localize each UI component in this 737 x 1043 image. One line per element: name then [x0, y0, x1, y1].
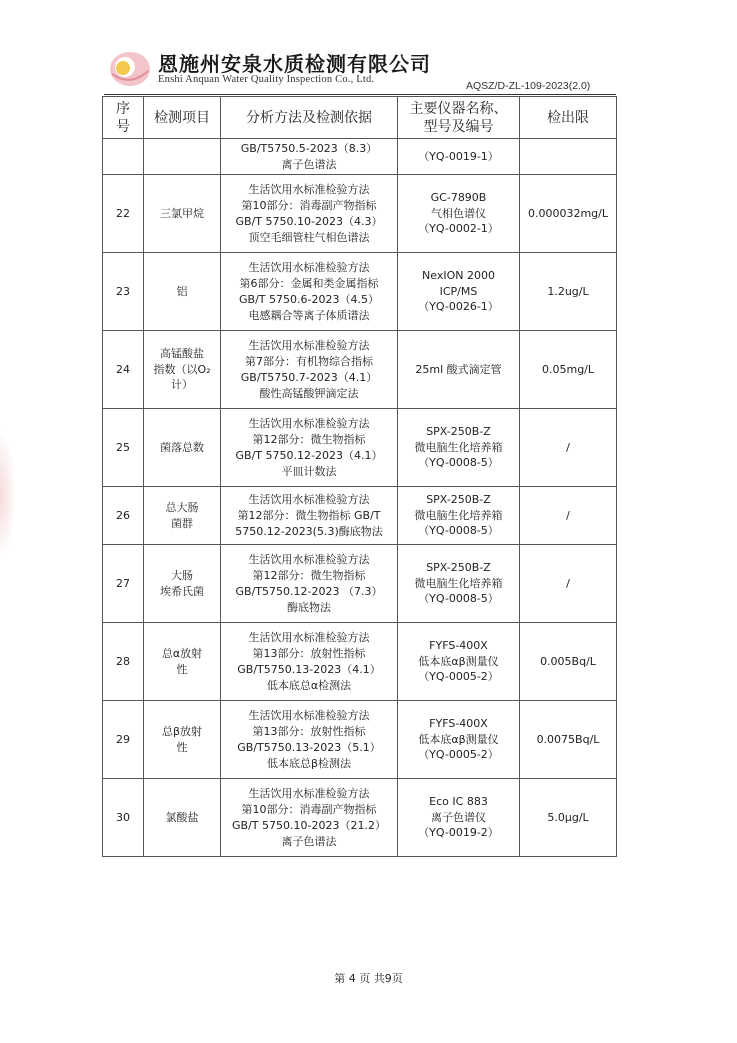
detection-limit: /	[520, 409, 617, 487]
header-seq: 序 号	[103, 97, 144, 139]
detection-limit: 0.005Bq/L	[520, 623, 617, 701]
row-number: 28	[103, 623, 144, 701]
instrument-info: NexION 2000 ICP/MS （YQ-0026-1）	[398, 253, 520, 331]
table-row	[103, 779, 617, 857]
test-item: 总α放射 性	[144, 623, 221, 701]
header-divider	[104, 94, 616, 95]
analysis-method: 生活饮用水标准检验方法 第12部分：微生物指标 GB/T 5750.12-2023(5.3)酶底物法	[221, 487, 398, 545]
table-row	[103, 139, 617, 175]
table-row	[103, 545, 617, 623]
table-row	[103, 623, 617, 701]
document-code: AQSZ/D-ZL-109-2023(2.0)	[466, 80, 591, 92]
analysis-method: 生活饮用水标准检验方法 第10部分：消毒副产物指标 GB/T 5750.10-2023（21.2） 离子色谱法	[221, 779, 398, 857]
instrument-info: SPX-250B-Z 微电脑生化培养箱 （YQ-0008-5）	[398, 487, 520, 545]
company-name-cn: 恩施州安泉水质检测有限公司	[158, 52, 431, 76]
page-header	[0, 0, 737, 96]
detection-limit: 0.000032mg/L	[520, 175, 617, 253]
test-item: 三氯甲烷	[144, 175, 221, 253]
detection-limit: 0.0075Bq/L	[520, 701, 617, 779]
analysis-method: 生活饮用水标准检验方法 第6部分：金属和类金属指标 GB/T 5750.6-2023（4.5） 电感耦合等离子体质谱法	[221, 253, 398, 331]
test-item: 高锰酸盐 指数（以O₂ 计）	[144, 331, 221, 409]
table-row	[103, 409, 617, 487]
table-row	[103, 175, 617, 253]
instrument-info: FYFS-400X 低本底αβ测量仪 （YQ-0005-2）	[398, 701, 520, 779]
table-row	[103, 487, 617, 545]
detection-limit: /	[520, 487, 617, 545]
test-item: 菌落总数	[144, 409, 221, 487]
instrument-info: SPX-250B-Z 微电脑生化培养箱 （YQ-0008-5）	[398, 409, 520, 487]
table-row	[103, 701, 617, 779]
analysis-method: GB/T5750.5-2023（8.3） 离子色谱法	[221, 139, 398, 175]
detection-limit: 1.2ug/L	[520, 253, 617, 331]
analysis-method: 生活饮用水标准检验方法 第12部分：微生物指标 GB/T5750.12-2023 （7.3） 酶底物法	[221, 545, 398, 623]
detection-limit: /	[520, 545, 617, 623]
row-number: 30	[103, 779, 144, 857]
test-item: 总大肠 菌群	[144, 487, 221, 545]
test-item	[144, 139, 221, 175]
test-item: 总β放射 性	[144, 701, 221, 779]
analysis-method: 生活饮用水标准检验方法 第7部分：有机物综合指标 GB/T5750.7-2023（4.1） 酸性高锰酸钾滴定法	[221, 331, 398, 409]
instrument-info: 25ml 酸式滴定管	[398, 331, 520, 409]
row-number: 29	[103, 701, 144, 779]
header-item: 检测项目	[144, 97, 221, 139]
instrument-info: FYFS-400X 低本底αβ测量仪 （YQ-0005-2）	[398, 623, 520, 701]
header-method: 分析方法及检测依据	[221, 97, 398, 139]
table-header-row	[103, 97, 617, 139]
row-number: 23	[103, 253, 144, 331]
detection-limit: 5.0μg/L	[520, 779, 617, 857]
analysis-method: 生活饮用水标准检验方法 第13部分：放射性指标 GB/T5750.13-2023（4.1） 低本底总α检测法	[221, 623, 398, 701]
test-item: 大肠 埃希氏菌	[144, 545, 221, 623]
page-number: 第 4 页 共9页	[334, 972, 403, 985]
detection-limit	[520, 139, 617, 175]
instrument-info: SPX-250B-Z 微电脑生化培养箱 （YQ-0008-5）	[398, 545, 520, 623]
test-item: 铝	[144, 253, 221, 331]
analysis-method: 生活饮用水标准检验方法 第10部分：消毒副产物指标 GB/T 5750.10-2023（4.3） 顶空毛细管柱气相色谱法	[221, 175, 398, 253]
header-limit: 检出限	[520, 97, 617, 139]
instrument-info: （YQ-0019-1）	[398, 139, 520, 175]
seal-stamp-fragment	[0, 430, 16, 560]
instrument-info: GC-7890B 气相色谱仪 （YQ-0002-1）	[398, 175, 520, 253]
row-number: 25	[103, 409, 144, 487]
inspection-methods-table	[102, 96, 617, 857]
water-drop-logo-icon	[108, 47, 152, 87]
table-row	[103, 253, 617, 331]
row-number: 24	[103, 331, 144, 409]
table-row	[103, 331, 617, 409]
row-number	[103, 139, 144, 175]
header-instrument: 主要仪器名称、 型号及编号	[398, 97, 520, 139]
test-item: 氯酸盐	[144, 779, 221, 857]
company-name-en: Enshi Anquan Water Quality Inspection Co., Ltd.	[158, 74, 375, 85]
instrument-info: Eco IC 883 离子色谱仪 （YQ-0019-2）	[398, 779, 520, 857]
row-number: 27	[103, 545, 144, 623]
row-number: 22	[103, 175, 144, 253]
row-number: 26	[103, 487, 144, 545]
detection-limit: 0.05mg/L	[520, 331, 617, 409]
analysis-method: 生活饮用水标准检验方法 第12部分：微生物指标 GB/T 5750.12-2023（4.1） 平皿计数法	[221, 409, 398, 487]
analysis-method: 生活饮用水标准检验方法 第13部分：放射性指标 GB/T5750.13-2023（5.1） 低本底总β检测法	[221, 701, 398, 779]
